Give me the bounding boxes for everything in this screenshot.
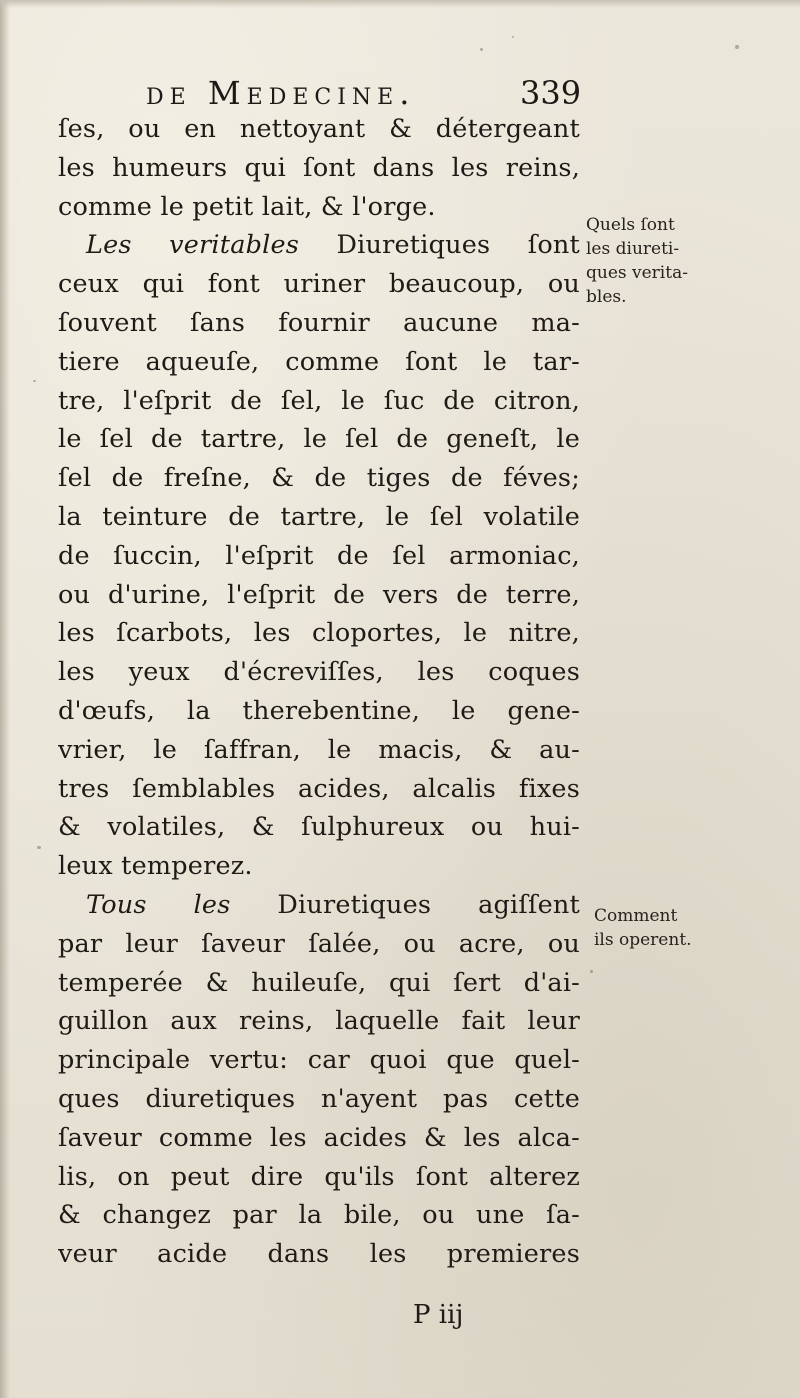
text-line: tre, l'eſprit de ſel, le ſuc de citron, — [58, 385, 580, 416]
text-line: ou d'urine, l'eſprit de vers de terre, — [58, 579, 580, 610]
lead-rest: Diuretiques agiſſent — [230, 889, 580, 920]
signature-mark: P iij — [413, 1300, 464, 1330]
text-line: ſes, ou en nettoyant & détergeant — [58, 114, 580, 144]
text-line: les ſcarbots, les cloportes, le nitre, — [58, 618, 580, 649]
italic-lead: Les veritables — [86, 230, 300, 261]
text-line: comme le petit lait, & l'orge. — [58, 191, 436, 222]
text-line: lis, on peut dire qu'ils ſont alterez — [58, 1161, 580, 1192]
text-line: les yeux d'écreviſſes, les coques — [58, 657, 580, 688]
margin-note-line: ques verita- — [586, 263, 688, 283]
text-line: d'œufs, la therebentine, le gene- — [58, 695, 580, 726]
page-top-shadow — [0, 0, 800, 8]
paper-speck — [735, 45, 739, 49]
margin-note-line: bles. — [586, 287, 627, 307]
paper-speck — [480, 48, 483, 51]
paper-speck — [512, 36, 514, 38]
margin-note — [594, 904, 744, 952]
text-line: ſaveur comme les acides & les alca- — [58, 1122, 580, 1153]
text-line: la teinture de tartre, le ſel volatile — [58, 501, 580, 532]
text-line: tiere aqueuſe, comme ſont le tar- — [58, 346, 580, 377]
body-text — [58, 110, 580, 1274]
text-line: ceux qui font uriner beaucoup, ou — [58, 269, 580, 300]
text-line: ſel de freſne, & de tiges de féves; — [58, 463, 580, 494]
paper-speck — [590, 970, 593, 973]
italic-lead: Tous les — [86, 889, 231, 920]
text-line: de ſuccin, l'eſprit de ſel armoniac, — [58, 540, 580, 571]
text-line: principale vertu: car quoi que quel- — [58, 1045, 580, 1076]
paper-speck — [37, 846, 41, 849]
text-line: temperée & huileuſe, qui ſert d'ai- — [58, 967, 580, 998]
text-line: guillon aux reins, laquelle fait leur — [58, 1006, 580, 1037]
text-line: le ſel de tartre, le ſel de geneſt, le — [58, 424, 580, 455]
paper-speck — [33, 380, 36, 382]
text-line: & changez par la bile, ou une ſa- — [58, 1200, 580, 1231]
margin-note-line: Comment — [594, 906, 678, 926]
running-title: de Medecine. — [146, 74, 416, 112]
margin-note-line: Quels ſont — [586, 215, 675, 235]
text-line: leux temperez. — [58, 851, 253, 882]
margin-note-line: les diureti- — [586, 239, 680, 259]
paragraph-lead-line — [58, 886, 580, 925]
page-edge-shadow — [0, 0, 10, 1398]
text-line: par leur ſaveur ſalée, ou acre, ou — [58, 928, 580, 959]
text-line: tres ſemblables acides, alcalis fixes — [58, 773, 580, 804]
text-line: les humeurs qui ſont dans les reins, — [58, 152, 580, 183]
page-number: 339 — [520, 74, 582, 112]
lead-rest: Diuretiques ſont — [299, 230, 580, 261]
text-line: ſouvent ſans fournir aucune ma- — [58, 307, 580, 338]
text-line: ques diuretiques n'ayent pas cette — [58, 1083, 580, 1114]
paragraph-lead-line — [58, 226, 580, 265]
margin-note — [586, 213, 736, 309]
text-line: vrier, le ſaffran, le macis, & au- — [58, 734, 580, 765]
text-line: veur acide dans les premieres — [58, 1239, 580, 1270]
text-line: & volatiles, & ſulphureux ou hui- — [58, 812, 580, 843]
margin-note-line: ils operent. — [594, 930, 692, 950]
